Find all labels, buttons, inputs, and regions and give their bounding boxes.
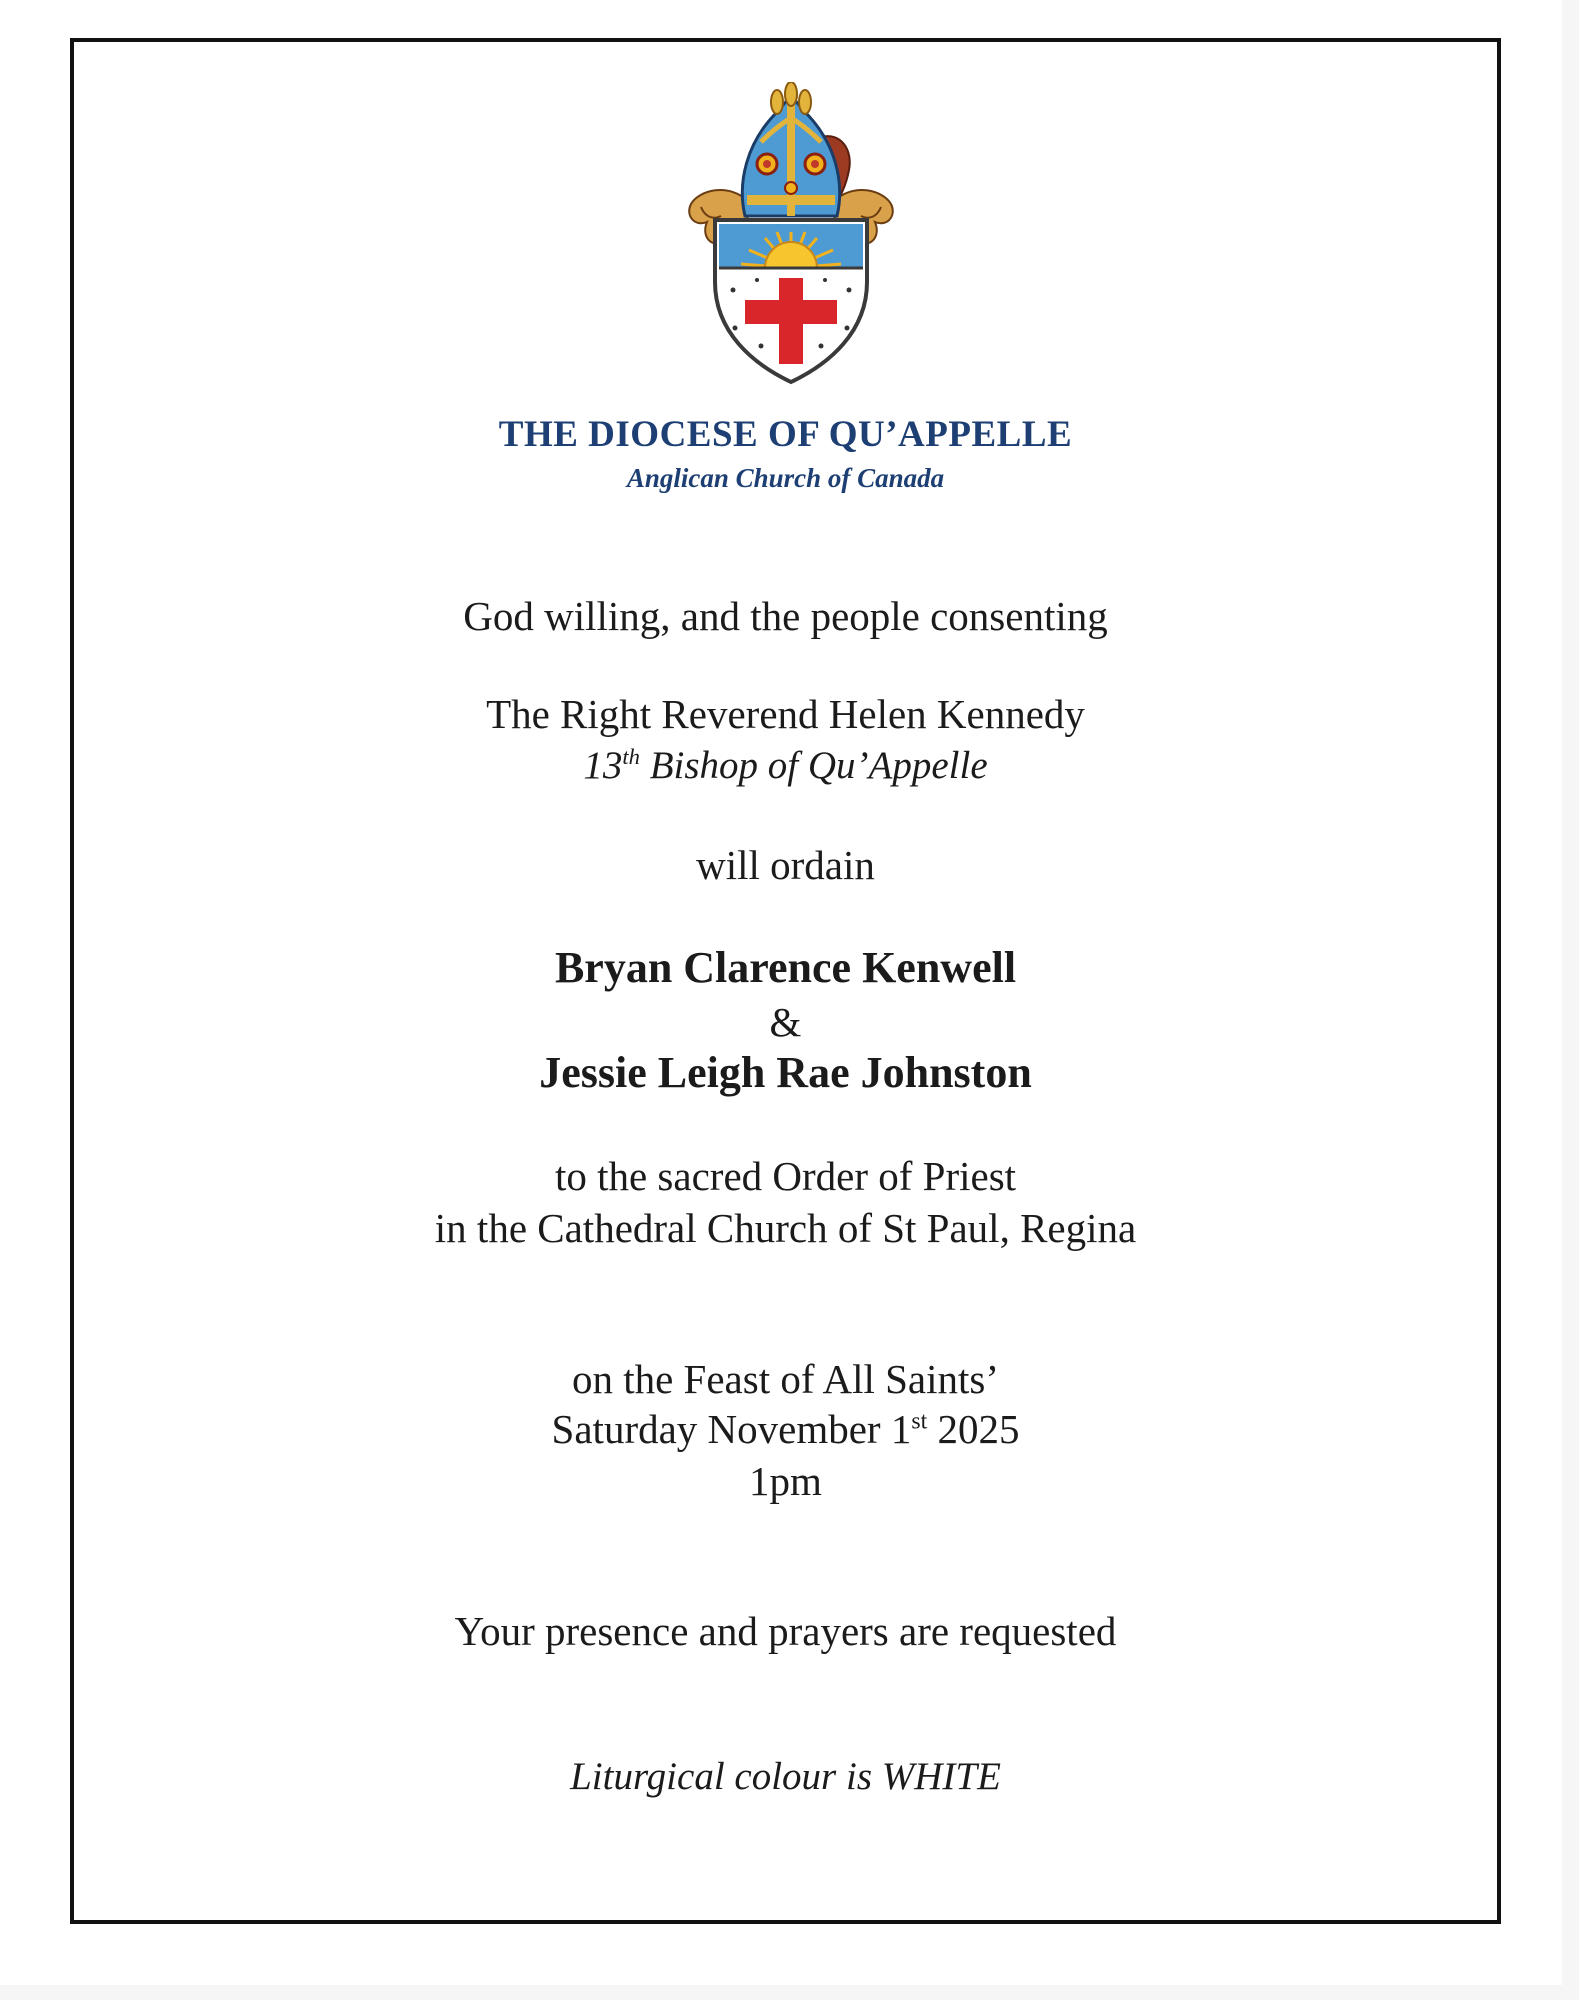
diocese-coat-of-arms-icon bbox=[681, 82, 901, 387]
diocese-subtitle: Anglican Church of Canada bbox=[626, 463, 945, 493]
opening-line: God willing, and the people consenting bbox=[463, 593, 1108, 639]
candidate-2: Jessie Leigh Rae Johnston bbox=[539, 1048, 1032, 1097]
date-end: 2025 bbox=[927, 1406, 1020, 1452]
order-line: to the sacred Order of Priest bbox=[554, 1153, 1017, 1199]
date-suffix: st bbox=[911, 1408, 928, 1435]
date-line bbox=[70, 1406, 1501, 1452]
liturgical-colour: Liturgical colour is WHITE bbox=[570, 1755, 1001, 1798]
ampersand: & bbox=[769, 999, 802, 1045]
time-line: 1pm bbox=[749, 1458, 822, 1504]
bishop-ordinal: 13 bbox=[583, 744, 623, 787]
will-ordain: will ordain bbox=[696, 842, 875, 888]
place-line: in the Cathedral Church of St Paul, Regina bbox=[434, 1205, 1137, 1251]
feast-line: on the Feast of All Saints’ bbox=[571, 1356, 1000, 1402]
request-line: Your presence and prayers are requested bbox=[454, 1608, 1117, 1654]
bishop-name: The Right Reverend Helen Kennedy bbox=[486, 691, 1085, 737]
diocese-title: THE DIOCESE OF QU’APPELLE bbox=[498, 414, 1073, 455]
candidate-1: Bryan Clarence Kenwell bbox=[554, 943, 1017, 992]
date-start: Saturday November 1 bbox=[551, 1406, 912, 1452]
bishop-ordinal-suffix: th bbox=[622, 743, 640, 769]
bishop-title bbox=[70, 743, 1501, 787]
bishop-title-rest: Bishop of Qu’Appelle bbox=[639, 744, 988, 787]
